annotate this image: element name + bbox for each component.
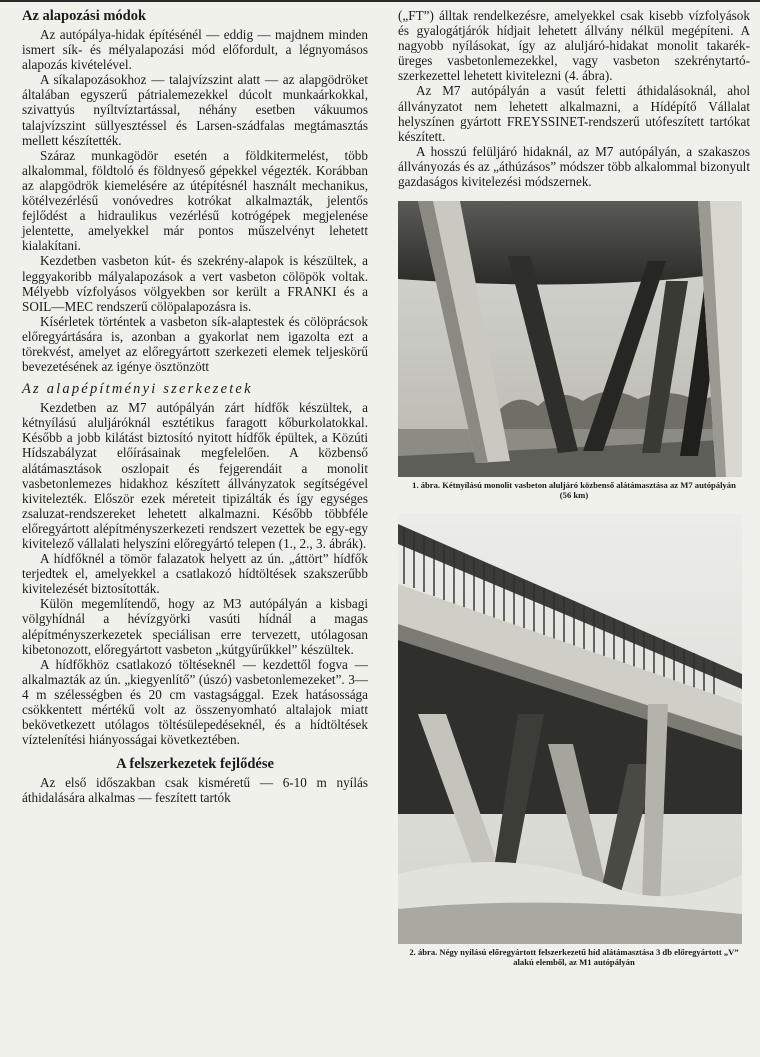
paragraph: A hosszú felüljáró hidaknál, az M7 autópályán, a szakaszos állványozás és az „áthúzásos” módszer több alkalommal bizonyult gazdaságos kivitelezési módszernek. (398, 143, 750, 190)
paragraph: A hídfőkhöz csatlakozó töltéseknél — kezdettől fogva — alkalmazták az ún. „kiegyenlítő” (úszó) vasbetonlemezeket”. 3—4 m szélességben és 20 cm vastagsággal. Ezek hatásossága csökkentett mértékű volt az összenyomható altalajok miatt bekövetkezett utólagos töltésülepedéseknél, és a hídtöltések víztelenítési hiányosságai következtében. (22, 656, 368, 748)
paragraph: Kísérletek történtek a vasbeton sík-alaptestek és cölöprácsok előregyártására is, azonban a gyakorlat nem igazolta ezt a törekvést, amelyet az előregyártott szerkezeti elemek teljeskörű bevezetésének az igénye ösztönzött (22, 313, 368, 375)
section-heading-foundations: Az alapozási módok (22, 8, 147, 24)
paragraph: („FT”) álltak rendelkezésre, amelyekkel csak kisebb vízfolyások és gyalogátjárók hídjait lehetett állvány nélkül megépíteni. A nagyobb nyílásokat, így az aluljáró-hidakat monolit takarék-üreges vasbetonlemezekkel, vagy vasbeton szekrénytartó-szerkezettel lehetett kivitelezni (4. ábra). (398, 8, 750, 84)
section-heading-superstructures: A felszerkezetek fejlődése (116, 756, 274, 773)
section-heading-substructures: Az alapépítményi szerkezetek (22, 381, 253, 398)
figure-2-caption: 2. ábra. Négy nyílású előregyártott felszerkezetű híd alátámasztása 3 db előregyártott „V” alakú elemből, az M1 autópályán (409, 947, 739, 968)
paragraph: A hídfőknél a tömör falazatok helyett az ún. „áttört” hídfők terjedtek el, amelyekkel a csatlakozó hídtöltések szakszerűbb kivitelezését biztosították. (22, 551, 368, 597)
paragraph: A síkalapozásokhoz — talajvízszint alatt — az alapgödröket általában egyszerű pátrialemezekkel dúcolt munkaárkokkal, szivattyús nyíltvíztartással, néhány esetben vákuumos talajvízszint süllyesztéssel és Larsen-szádfalas megtámasztás mellett készítették. (22, 72, 368, 148)
paragraph: Külön megemlítendő, hogy az M3 autópályán a kisbagi völgyhídnál a hévízgyörki vasúti hídnál a magas alépítményszerkezetek speciálisan erre tervezett, utólagosan kibetonozott, előregyártott vasbeton „kútgyűrűkkel” készültek. (22, 596, 368, 657)
paragraph: Az autópálya-hidak építésénél — eddig — majdnem minden ismert sík- és mélyalapozási mód előfordult, a légnyomásos alapozás kivételével. (22, 27, 368, 73)
paragraph: Az M7 autópályán a vasút feletti áthidalásoknál, ahol állványzatot nem lehetett alkalmazni, a Hídépítő Vállalat helyszínen gyártott FREYSSINET-rendszerű utófeszített tartókat készített. (398, 83, 750, 144)
right-column (398, 8, 750, 967)
paragraph: Az első időszakban csak kisméretű — 6-10 m nyílás áthidalására alkalmas — feszített tartók (22, 775, 368, 806)
figure-1-photo (398, 201, 742, 477)
top-rule (0, 0, 760, 2)
figure-2-photo (398, 514, 742, 944)
paragraph: Kezdetben vasbeton kút- és szekrény-alapok is készültek, a leggyakoribb mályalapozások a vert vasbeton cölöpök voltak. Mélyebb vízfolyásos völgyekben sor került a FRANKI és a SOIL—MEC rendszerű cölöpalapozásra is. (22, 253, 368, 314)
left-column (22, 8, 368, 806)
paragraph: Száraz munkagödör esetén a földkitermelést, több alkalommal, földtoló és földnyeső gépekkel végezték. Korábban az alapgödrök kiemelésére az útépítésnél használt mechanikus, kötélvezérlésű vonóvedres kotrókat alkalmazták, jelentős fejlődést a hidraulikus vezérlésű kotrógépek megjelenése jelentette, amelyekkel már pontos műszelvényt lehetett kialakítani. (22, 147, 368, 254)
figure-1-caption: 1. ábra. Kétnyílású monolit vasbeton aluljáró közbenső alátámasztása az M7 autópályán (56 km) (412, 480, 736, 501)
paragraph: Kezdetben az M7 autópályán zárt hídfők készültek, a kétnyílású aluljáróknál esztétikus faragott kőburkolatokkal. Később a jobb kilátást biztosító nyitott hídfők épültek, a Közúti Hídszabályzat előírásainak megfelelően. A közbenső alátámasztások oszlopait és fejgerendáit a monolit vasbetonlemezes hidakhoz készített állványzatok segítségével kivitelezték. Először ezek méreteit tipizálták és így egységes zsaluzat-rendszereket lehetett alkalmazni. Később többféle előregyártott alépítményszerkezeti rendszert vezettek be egy-egy kivitelező vállalati helyszíni előregyártó telepen (1., 2., 3. ábrák). (22, 400, 368, 551)
